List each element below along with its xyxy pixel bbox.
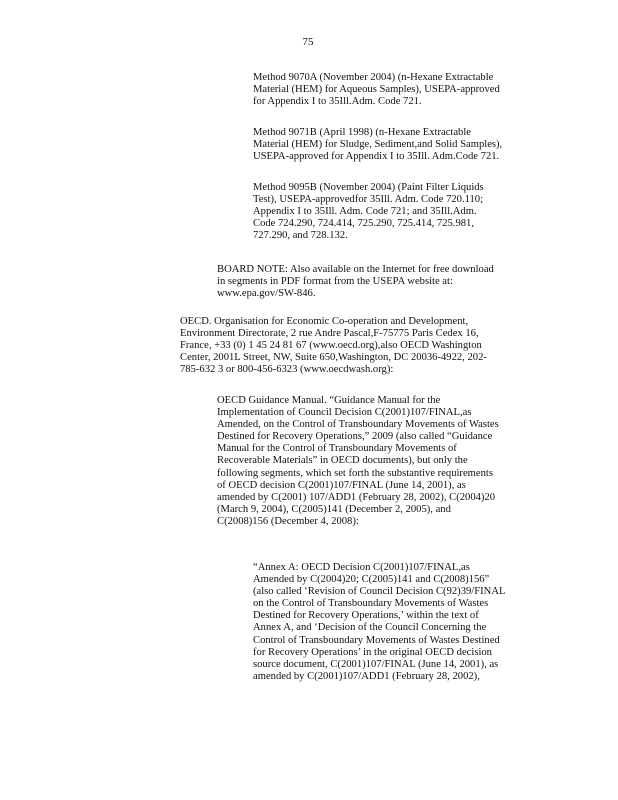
text-line: Amended, on the Control of Transboundary Movements of Wastes bbox=[217, 419, 499, 431]
text-line: Destined for Recovery Operations,’ within the text of bbox=[253, 610, 479, 622]
text-line: Material (HEM) for Aqueous Samples), USEPA-approved bbox=[253, 84, 500, 96]
text-line: Material (HEM) for Sludge, Sediment,and Solid Samples), bbox=[253, 139, 503, 151]
text-line: France, +33 (0) 1 45 24 81 67 (www.oecd.org),also OECD Washington bbox=[180, 340, 482, 352]
text-line: Control of Transboundary Movements of Wastes Destined bbox=[253, 634, 500, 646]
text-line: BOARD NOTE: Also available on the Internet for free download bbox=[217, 264, 494, 275]
text-line: Destined for Recovery Operations,” 2009 (also called “Guidance bbox=[217, 431, 493, 443]
text-line: Method 9071B (April 1998) (n-Hexane Extractable bbox=[253, 127, 471, 138]
text-line: Annex A, and ‘Decision of the Council Concerning the bbox=[253, 622, 487, 634]
board-note bbox=[217, 264, 529, 300]
text-line: Code 724.290, 724.414, 725.290, 725.414, 725.981, bbox=[253, 218, 474, 230]
text-line: www.epa.gov/SW-846. bbox=[217, 288, 316, 300]
text-line: C(2008)156 (December 4, 2008): bbox=[217, 515, 359, 527]
text-line: following segments, which set forth the substantive requirements bbox=[217, 467, 493, 479]
text-line: of OECD decision C(2001)107/FINAL (June 14, 2001), as bbox=[217, 479, 466, 491]
text-line: amended by C(2001) 107/ADD1 (February 28, 2002), C(2004)20 bbox=[217, 491, 496, 503]
text-line: “Annex A: OECD Decision C(2001)107/FINAL,as bbox=[253, 562, 470, 573]
text-line: in segments in PDF format from the USEPA website at: bbox=[217, 276, 453, 288]
method-9070a-entry bbox=[253, 72, 529, 108]
text-line: OECD Guidance Manual. “Guidance Manual for the bbox=[217, 395, 441, 406]
oecd-organisation-entry bbox=[180, 316, 512, 376]
text-line: 727.290, and 728.132. bbox=[253, 230, 348, 242]
text-line: Method 9070A (November 2004) (n-Hexane Extractable bbox=[253, 72, 494, 83]
text-line: Method 9095B (November 2004) (Paint Filter Liquids bbox=[253, 182, 484, 193]
text-line: on the Control of Transboundary Movements of Wastes bbox=[253, 598, 489, 610]
text-line: Manual for the Control of Transboundary Movements of bbox=[217, 443, 457, 455]
oecd-guidance-manual-entry bbox=[217, 395, 529, 528]
text-line: 785-632 3 or 800-456-6323 (www.oecdwash.org): bbox=[180, 364, 394, 376]
text-line: (March 9, 2004), C(2005)141 (December 2, 2005), and bbox=[217, 503, 451, 515]
text-line: Amended by C(2004)20; C(2005)141 and C(2008)156” bbox=[253, 574, 490, 586]
text-line: Test), USEPA-approvedfor 35Ill. Adm. Code 720.110; bbox=[253, 194, 484, 206]
text-line: source document, C(2001)107/FINAL (June 14, 2001), as bbox=[253, 658, 499, 670]
text-line: USEPA-approved for Appendix I to 35Ill. Adm.Code 721. bbox=[253, 151, 500, 163]
text-line: amended by C(2001)107/ADD1 (February 28, 2002), bbox=[253, 670, 480, 682]
text-line: for Appendix I to 35Ill.Adm. Code 721. bbox=[253, 96, 422, 108]
text-line: Recoverable Materials” in OECD documents), but only the bbox=[217, 455, 468, 467]
method-9071b-entry bbox=[253, 127, 533, 163]
text-line: Environment Directorate, 2 rue Andre Pascal,F-75775 Paris Cedex 16, bbox=[180, 328, 479, 340]
text-line: for Recovery Operations’ in the original OECD decision bbox=[253, 646, 492, 658]
text-line: Implementation of Council Decision C(2001)107/FINAL,as bbox=[217, 407, 472, 419]
text-line: Center, 2001L Street, NW, Suite 650,Washington, DC 20036-4922, 202- bbox=[180, 352, 487, 364]
method-9095b-entry bbox=[253, 182, 511, 242]
text-line: OECD. Organisation for Economic Co-operation and Development, bbox=[180, 316, 469, 327]
text-line: (also called ‘Revision of Council Decision C(92)39/FINAL bbox=[253, 586, 506, 598]
text-line: Appendix I to 35Ill. Adm. Code 721; and 35Ill.Adm. bbox=[253, 206, 477, 218]
annex-a-entry bbox=[253, 562, 529, 683]
page-number: 75 bbox=[302, 36, 314, 48]
